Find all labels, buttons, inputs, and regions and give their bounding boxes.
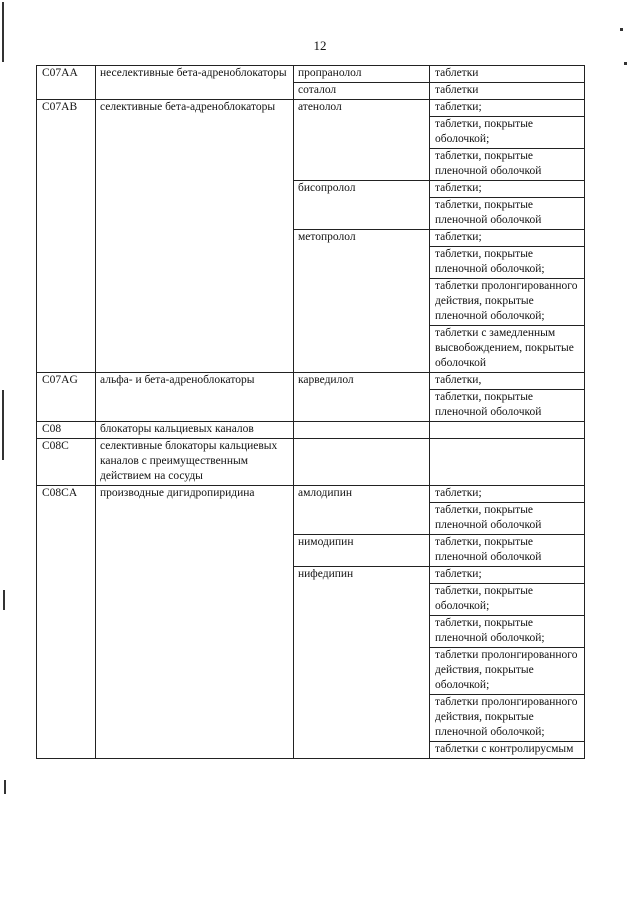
group-name: производные дигидропиридина bbox=[96, 486, 294, 759]
table-row bbox=[37, 422, 585, 439]
page-number: 12 bbox=[313, 38, 327, 53]
atc-code: C07AG bbox=[37, 373, 96, 422]
scan-mark bbox=[4, 780, 6, 794]
scan-mark bbox=[624, 62, 627, 65]
dosage-form: таблетки, покрытые пленочной оболочкой bbox=[430, 390, 585, 422]
scan-mark bbox=[3, 590, 5, 610]
drug-name: пропранолол bbox=[294, 66, 430, 83]
dosage-form: таблетки, покрытые пленочной оболочкой bbox=[430, 503, 585, 535]
dosage-form: таблетки пролонгированного действия, покрытые пленочной оболочкой; bbox=[430, 695, 585, 742]
drug-name bbox=[294, 439, 430, 486]
dosage-form: таблетки, покрытые оболочкой; bbox=[430, 117, 585, 149]
atc-code: C07AB bbox=[37, 100, 96, 373]
table-row bbox=[37, 66, 585, 83]
atc-code: C07AA bbox=[37, 66, 96, 100]
dosage-form: таблетки пролонгированного действия, покрытые оболочкой; bbox=[430, 648, 585, 695]
drug-name: атенолол bbox=[294, 100, 430, 181]
drug-name: нифедипин bbox=[294, 567, 430, 759]
atc-code: C08CA bbox=[37, 486, 96, 759]
group-name: блокаторы кальциевых каналов bbox=[96, 422, 294, 439]
dosage-form bbox=[430, 422, 585, 439]
dosage-form: таблетки; bbox=[430, 567, 585, 584]
dosage-form: таблетки, покрытые пленочной оболочкой bbox=[430, 149, 585, 181]
drug-name: бисопролол bbox=[294, 181, 430, 230]
scan-mark bbox=[2, 2, 4, 62]
drug-table bbox=[36, 65, 585, 759]
dosage-form: таблетки с контролирусмым bbox=[430, 742, 585, 759]
dosage-form: таблетки, покрытые оболочкой; bbox=[430, 584, 585, 616]
dosage-form: таблетки, покрытые пленочной оболочкой; bbox=[430, 616, 585, 648]
dosage-form: таблетки bbox=[430, 83, 585, 100]
group-name: альфа- и бета-адреноблокаторы bbox=[96, 373, 294, 422]
scan-mark bbox=[620, 28, 623, 31]
table-row bbox=[37, 100, 585, 117]
atc-code: C08C bbox=[37, 439, 96, 486]
drug-name: соталол bbox=[294, 83, 430, 100]
drug-name: метопролол bbox=[294, 230, 430, 373]
table-row bbox=[37, 486, 585, 503]
dosage-form: таблетки, покрытые пленочной оболочкой bbox=[430, 535, 585, 567]
group-name: селективные бета-адреноблокаторы bbox=[96, 100, 294, 373]
dosage-form: таблетки; bbox=[430, 181, 585, 198]
dosage-form: таблетки bbox=[430, 66, 585, 83]
table-row bbox=[37, 439, 585, 486]
dosage-form: таблетки, bbox=[430, 373, 585, 390]
drug-name: нимодипин bbox=[294, 535, 430, 567]
atc-code: C08 bbox=[37, 422, 96, 439]
dosage-form: таблетки пролонгированного действия, покрытые пленочной оболочкой; bbox=[430, 279, 585, 326]
dosage-form: таблетки, покрытые пленочной оболочкой bbox=[430, 198, 585, 230]
drug-name bbox=[294, 422, 430, 439]
group-name: неселективные бета-адреноблокаторы bbox=[96, 66, 294, 100]
table-row bbox=[37, 373, 585, 390]
dosage-form: таблетки; bbox=[430, 100, 585, 117]
dosage-form: таблетки с замедленным высвобождением, покрытые оболочкой bbox=[430, 326, 585, 373]
dosage-form bbox=[430, 439, 585, 486]
drug-name: амлодипин bbox=[294, 486, 430, 535]
dosage-form: таблетки; bbox=[430, 486, 585, 503]
dosage-form: таблетки; bbox=[430, 230, 585, 247]
dosage-form: таблетки, покрытые пленочной оболочкой; bbox=[430, 247, 585, 279]
scan-mark bbox=[2, 390, 4, 460]
group-name: селективные блокаторы кальциевых каналов с преимущественным действием на сосуды bbox=[96, 439, 294, 486]
drug-name: карведилол bbox=[294, 373, 430, 422]
